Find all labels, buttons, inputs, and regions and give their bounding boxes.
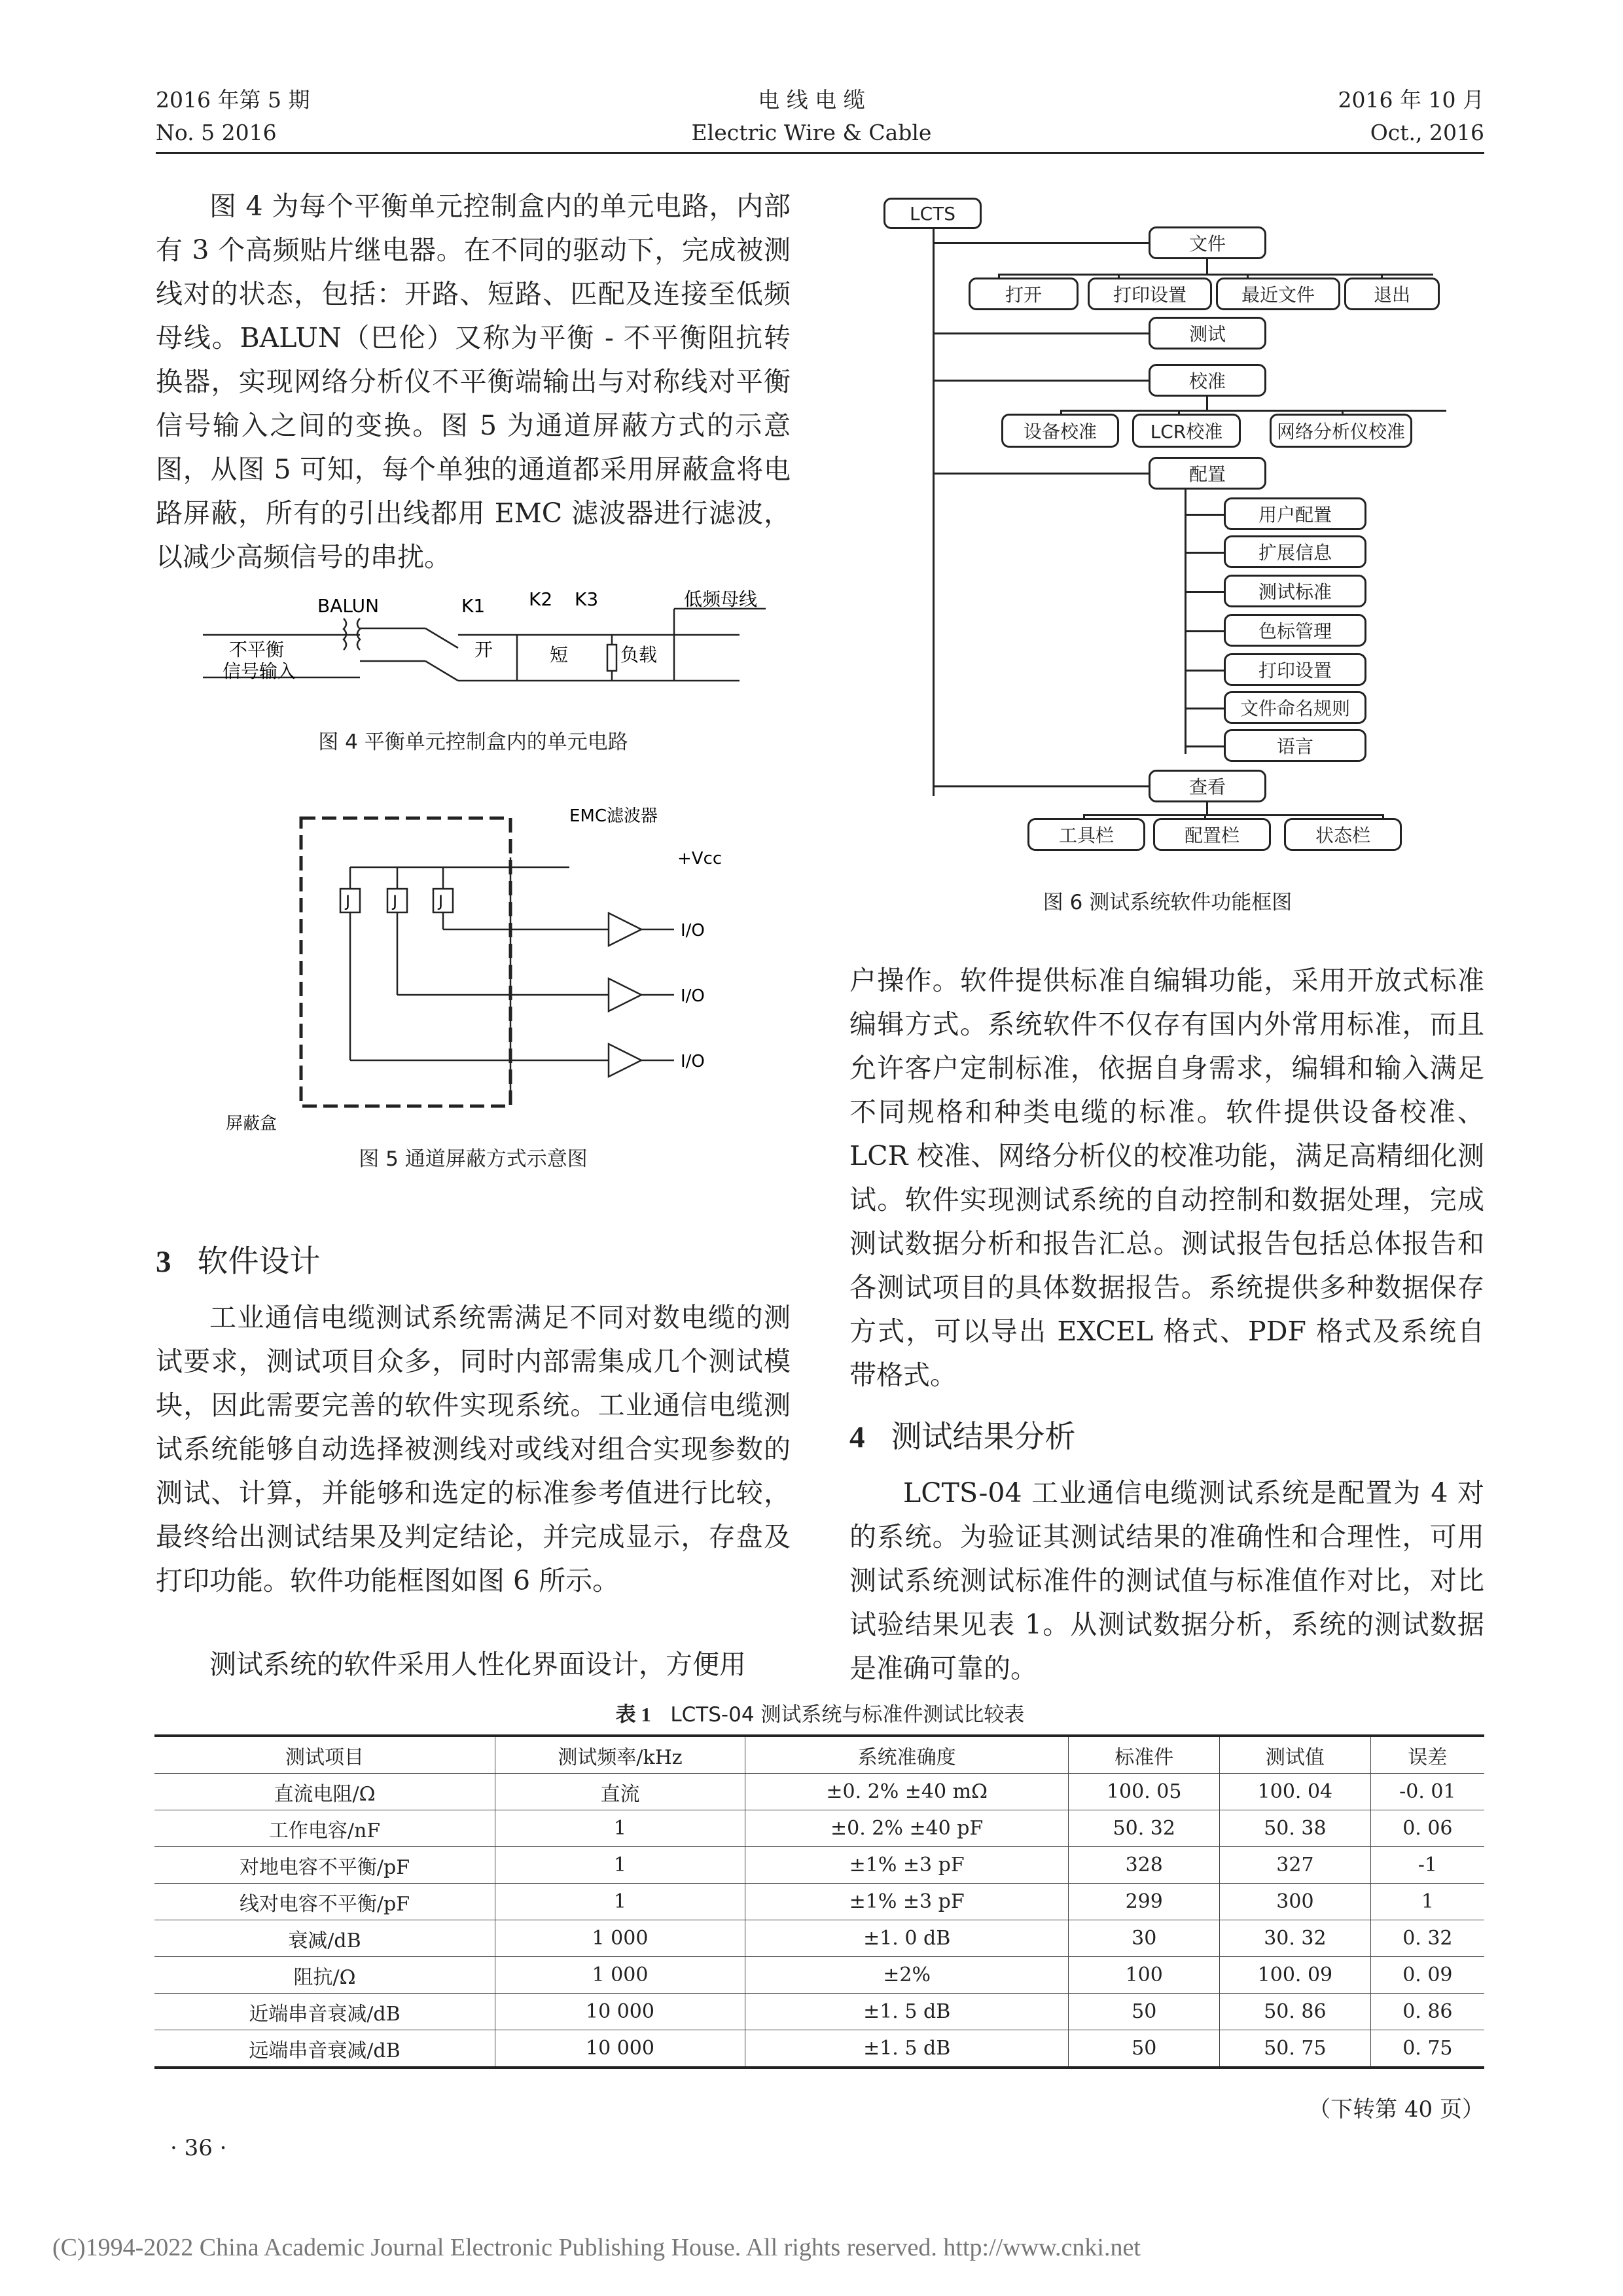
table-cell: 10 000 — [495, 2030, 745, 2068]
fig6-caption: 图 6 测试系统软件功能框图 — [1043, 891, 1293, 914]
header-left — [156, 84, 310, 149]
fig5-shield-label: 屏蔽盒 — [226, 1114, 277, 1132]
table-cell: 100 — [1069, 1957, 1220, 1994]
table-cell: ±1% ±3 pF — [745, 1847, 1068, 1884]
table-header-cell: 测试项目 — [154, 1736, 495, 1774]
table-cell: 50. 86 — [1220, 1994, 1371, 2030]
fig5-vcc-label: +Vcc — [677, 849, 722, 869]
table-cell: 50. 75 — [1220, 2030, 1371, 2068]
table-cell: 0. 75 — [1370, 2030, 1484, 2068]
table-cell: 10 000 — [495, 1994, 745, 2030]
table-cell: 0. 86 — [1370, 1994, 1484, 2030]
table-row — [154, 1994, 1484, 2030]
fig4-input-label-1: 不平衡 — [229, 639, 285, 660]
fig5-relay-3: J — [438, 892, 444, 910]
table-cell: 0. 06 — [1370, 1810, 1484, 1847]
table-cell: 工作电容/nF — [154, 1810, 495, 1847]
section-4-title: 测试结果分析 — [891, 1419, 1076, 1455]
table-row — [154, 1920, 1484, 1957]
continued-note: （下转第 40 页） — [1308, 2096, 1484, 2123]
left-para-2 — [156, 1296, 791, 1603]
table-cell: 50. 32 — [1069, 1810, 1220, 1847]
table-cell: 阻抗/Ω — [154, 1957, 495, 1994]
table-cell: ±1. 5 dB — [745, 1994, 1068, 2030]
fig4-input-label-2: 信号输入 — [223, 660, 296, 682]
right-para-1-text: 户操作。软件提供标准自编辑功能，采用开放式标准编辑方式。系统软件不仅存有国内外常用标准，而且允许客户定制标准，依据自身需求，编辑和输入满足不同规格和种类电缆的标准。软件提供设备校准、LCR 校准、网络分析仪的校准功能，满足高精细化测试。软件实现测试系统的自动控制和数据处理，完成测试数据分析和报告汇总。测试报告包括总体报告和各测试项目的具体数据报告。系统提供多种数据保存方式，可以导出 EXCEL 格式、PDF 格式及系统自带格式。 — [849, 965, 1484, 1391]
fig6-node-view-statusbar: 状态栏 — [1284, 818, 1402, 851]
fig5-caption: 图 5 通道屏蔽方式示意图 — [359, 1147, 588, 1171]
table-cell: 0. 09 — [1370, 1957, 1484, 1994]
table-cell: 100. 05 — [1069, 1774, 1220, 1810]
section-4-number: 4 — [849, 1420, 865, 1454]
copyright-line: (C)1994-2022 China Academic Journal Electronic Publishing House. All rights reserved. http://www.cnki.net — [52, 2234, 1141, 2261]
table-cell: 1 — [1370, 1884, 1484, 1920]
table-cell: 50 — [1069, 2030, 1220, 2068]
page-number: · 36 · — [170, 2135, 227, 2161]
table-cell: 1 000 — [495, 1957, 745, 1994]
fig5-io-2: I/O — [681, 986, 705, 1006]
comparison-table — [154, 1734, 1484, 2069]
fig4-open-label: 开 — [474, 639, 493, 660]
fig6-node-file-recent: 最近文件 — [1216, 278, 1340, 310]
fig4-k2-label: K2 — [529, 588, 553, 610]
journal-title-en: Electric Wire & Cable — [691, 120, 932, 145]
fig6-node-config-lang: 语言 — [1224, 729, 1366, 762]
table-cell: 0. 32 — [1370, 1920, 1484, 1957]
table-cell: ±1. 5 dB — [745, 2030, 1068, 2068]
fig6-node-calib-lcr: LCR校准 — [1132, 414, 1241, 448]
table-cell: 100. 04 — [1220, 1774, 1371, 1810]
fig6-node-file-open: 打开 — [969, 278, 1079, 310]
fig5-relay-2: J — [393, 892, 398, 910]
fig6-node-test: 测试 — [1149, 317, 1266, 350]
table-cell: 直流电阻/Ω — [154, 1774, 495, 1810]
table-cell: 直流 — [495, 1774, 745, 1810]
header-issue-en: No. 5 2016 — [156, 120, 277, 145]
left-para-3-text: 测试系统的软件采用人性化界面设计，方便用 — [209, 1649, 746, 1680]
table-row — [154, 1847, 1484, 1884]
fig6-node-config-naming: 文件命名规则 — [1224, 691, 1366, 724]
table-header-cell: 系统准确度 — [745, 1736, 1068, 1774]
right-para-2-text: LCTS-04 工业通信电缆测试系统是配置为 4 对的系统。为验证其测试结果的准确性和合理性，可用测试系统测试标准件的测试值与标准值作对比，对比试验结果见表 1。从测试数据分析，系统的测试数据是准确可靠的。 — [849, 1477, 1484, 1684]
table-cell: 327 — [1220, 1847, 1371, 1884]
table-cell: 50. 38 — [1220, 1810, 1371, 1847]
table-cell: 远端串音衰减/dB — [154, 2030, 495, 2068]
table-cell: 328 — [1069, 1847, 1220, 1884]
fig4-balun-label: BALUN — [317, 595, 380, 617]
fig6-node-config-ext: 扩展信息 — [1224, 535, 1366, 568]
header-date-cn: 2016 年 10 月 — [1338, 87, 1484, 113]
table-cell: 1 000 — [495, 1920, 745, 1957]
table-cell: 1 — [495, 1847, 745, 1884]
fig4-k1-label: K1 — [461, 595, 486, 617]
fig4-load-label: 负载 — [620, 644, 658, 666]
table-header-cell: 误差 — [1370, 1736, 1484, 1774]
table-caption — [156, 1698, 1484, 1727]
fig6-node-calib-device: 设备校准 — [1001, 414, 1119, 448]
left-para-1 — [156, 185, 791, 579]
table-row — [154, 1774, 1484, 1810]
table-cell: -0. 01 — [1370, 1774, 1484, 1810]
table-header-cell: 测试频率/kHz — [495, 1736, 745, 1774]
header-right — [1178, 84, 1484, 149]
table-cell: ±0. 2% ±40 pF — [745, 1810, 1068, 1847]
table-cell: ±1. 0 dB — [745, 1920, 1068, 1957]
table-cell: 300 — [1220, 1884, 1371, 1920]
journal-title-cn: 电 线 电 缆 — [758, 87, 865, 113]
header-center — [589, 84, 1034, 149]
fig4-circuit — [203, 583, 779, 707]
table-cell: ±0. 2% ±40 mΩ — [745, 1774, 1068, 1810]
table-cell: 线对电容不平衡/pF — [154, 1884, 495, 1920]
table-cell: 衰减/dB — [154, 1920, 495, 1957]
left-para-1-text: 图 4 为每个平衡单元控制盒内的单元电路，内部有 3 个高频贴片继电器。在不同的驱动下，完成被测线对的状态，包括：开路、短路、匹配及连接至低频母线。BALUN（巴伦）又称为平衡 - 不平衡阻抗转换器，实现网络分析仪不平衡端输出与对称线对平衡信号输入之间的变换。图 5 为通道屏蔽方式的示意图，从图 5 可知，每个单独的通道都采用屏蔽盒将电路屏蔽，所有的引出线都用 EMC 滤波器进行滤波，以减少高频信号的串扰。 — [156, 190, 791, 573]
fig6-node-config: 配置 — [1149, 457, 1266, 490]
table-cell: ±1% ±3 pF — [745, 1884, 1068, 1920]
table-cell: 对地电容不平衡/pF — [154, 1847, 495, 1884]
fig6-node-file-exit: 退出 — [1344, 278, 1440, 310]
fig6-node-config-print: 打印设置 — [1224, 653, 1366, 686]
table-row — [154, 1810, 1484, 1847]
table-row — [154, 1957, 1484, 1994]
header-rule — [156, 152, 1484, 154]
table-caption-text: LCTS-04 测试系统与标准件测试比较表 — [670, 1703, 1025, 1727]
table-header-cell: 测试值 — [1220, 1736, 1371, 1774]
header-date-en: Oct., 2016 — [1370, 120, 1484, 145]
table-cell: 30 — [1069, 1920, 1220, 1957]
fig6-node-view-configbar: 配置栏 — [1153, 818, 1271, 851]
right-para-2 — [849, 1471, 1484, 1691]
section-4-heading — [849, 1412, 1076, 1456]
section-3-heading — [156, 1237, 321, 1281]
table-row — [154, 1884, 1484, 1920]
table-cell: 50 — [1069, 1994, 1220, 2030]
section-3-title: 软件设计 — [197, 1244, 321, 1280]
fig6-node-calib: 校准 — [1149, 364, 1266, 397]
fig6-node-view: 查看 — [1149, 770, 1266, 802]
table-cell: 299 — [1069, 1884, 1220, 1920]
table-cell: ±2% — [745, 1957, 1068, 1994]
fig5-io-3: I/O — [681, 1052, 705, 1071]
fig6-node-file: 文件 — [1149, 226, 1266, 259]
table-cell: 30. 32 — [1220, 1920, 1371, 1957]
fig6-node-config-user: 用户配置 — [1224, 497, 1366, 530]
table-cell: 1 — [495, 1810, 745, 1847]
table-cell: 1 — [495, 1884, 745, 1920]
fig6-node-config-standard: 测试标准 — [1224, 575, 1366, 607]
fig4-bus-label: 低频母线 — [684, 588, 758, 610]
table-header-cell: 标准件 — [1069, 1736, 1220, 1774]
header-issue-cn: 2016 年第 5 期 — [156, 87, 310, 113]
fig6-node-file-print: 打印设置 — [1088, 278, 1212, 310]
fig6-node-view-toolbar: 工具栏 — [1027, 818, 1145, 851]
fig5-io-1: I/O — [681, 921, 705, 941]
table-header-row — [154, 1736, 1484, 1774]
fig4-caption: 图 4 平衡单元控制盒内的单元电路 — [318, 730, 628, 754]
table-cell: -1 — [1370, 1847, 1484, 1884]
fig5-shield-diagram — [203, 792, 779, 1132]
table-cell: 100. 09 — [1220, 1957, 1371, 1994]
left-para-2-text: 工业通信电缆测试系统需满足不同对数电缆的测试要求，测试项目众多，同时内部需集成几个测试模块，因此需要完善的软件实现系统。工业通信电缆测试系统能够自动选择被测线对或线对组合实现参数的测试、计算，并能够和选定的标准参考值进行比较，最终给出测试结果及判定结论，并完成显示，存盘及打印功能。软件功能框图如图 6 所示。 — [156, 1302, 791, 1596]
fig4-short-label: 短 — [550, 644, 569, 666]
fig5-emc-label: EMC滤波器 — [569, 806, 658, 826]
fig5-relay-1: J — [346, 892, 351, 910]
table-cell: 近端串音衰减/dB — [154, 1994, 495, 2030]
fig6-node-root: LCTS — [883, 198, 982, 229]
right-para-1 — [849, 959, 1484, 1397]
fig4-k3-label: K3 — [575, 588, 599, 610]
section-3-number: 3 — [156, 1245, 171, 1279]
fig6-node-config-color: 色标管理 — [1224, 614, 1366, 647]
table-row — [154, 2030, 1484, 2068]
left-para-3 — [156, 1643, 791, 1687]
table-caption-num: 表 1 — [615, 1703, 651, 1726]
fig6-node-calib-vna: 网络分析仪校准 — [1270, 414, 1412, 448]
